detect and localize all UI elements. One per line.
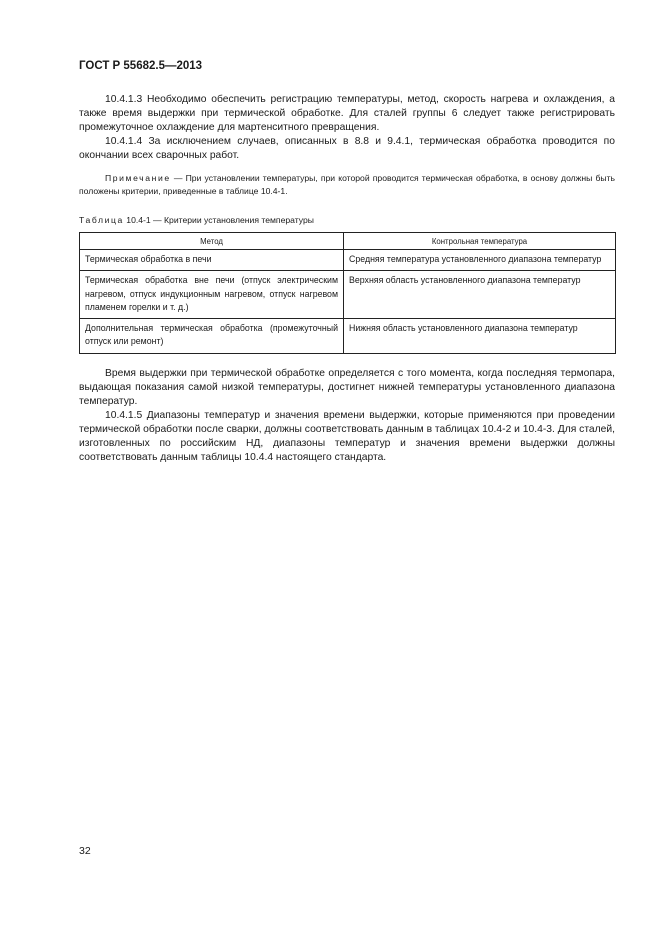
table-caption-label: Таблица	[79, 215, 124, 225]
paragraph-10-4-1-3: 10.4.1.3 Необходимо обеспечить регистрацию температуры, метод, скорость нагрева и охлаждения, а также время выдержки при термической обработке. Для сталей группы 6 следует также регистрировать промежуточное охлаждение для мартенситного превращения.	[79, 94, 615, 133]
method-cell: Термическая обработка в печи	[80, 250, 344, 271]
table-header-row	[80, 233, 616, 250]
table-caption	[79, 214, 615, 226]
temperature-cell: Верхняя область установленного диапазона температур	[344, 271, 616, 319]
table-caption-text: 10.4-1 — Критерии установления температуры	[123, 215, 314, 225]
paragraph-10-4-1-4: 10.4.1.4 За исключением случаев, описанных в 8.8 и 9.4.1, термическая обработка проводится по окончании всех сварочных работ.	[79, 136, 615, 161]
method-cell: Дополнительная термическая обработка (промежуточный отпуск или ремонт)	[80, 319, 344, 354]
table-row	[80, 319, 616, 354]
table-row	[80, 250, 616, 271]
note-text: — При установлении температуры, при которой проводится термическая обработка, в основу должны быть положены критерии, приведенные в таблице 10.4-1.	[79, 173, 615, 196]
note-label: Примечание	[105, 173, 171, 183]
paragraph-10-4-1-5: 10.4.1.5 Диапазоны температур и значения времени выдержки, которые применяются при проведении термической обработки после сварки, должны соответствовать данным в таблицах 10.4-2 и 10.4-3. Для сталей, изготовленных по российским НД, диапазоны температур и значения времени выдержки должны соответствовать данным таблицы 10.4.4 настоящего стандарта.	[79, 409, 615, 463]
column-header-method: Метод	[80, 233, 344, 250]
note-paragraph	[79, 172, 615, 198]
criteria-table	[79, 232, 616, 354]
temperature-cell: Средняя температура установленного диапазона температур	[344, 250, 616, 271]
paragraph-holding-time: Время выдержки при термической обработке определяется с того момента, когда последняя термопара, выдающая показания самой низкой температуры, достигнет нижней температуры установленного диапазона температур.	[79, 367, 615, 407]
page-number: 32	[79, 845, 91, 857]
post-table-section	[79, 367, 615, 465]
table-row	[80, 271, 616, 319]
column-header-control-temperature: Контрольная температура	[344, 233, 616, 250]
document-code-header: ГОСТ Р 55682.5—2013	[79, 60, 203, 72]
page-content	[79, 93, 615, 465]
temperature-cell: Нижняя область установленного диапазона температур	[344, 319, 616, 354]
method-cell: Термическая обработка вне печи (отпуск электрическим нагревом, отпуск индукционным нагревом, отпуск нагревом пламенем горелки и т. д.)	[80, 271, 344, 319]
